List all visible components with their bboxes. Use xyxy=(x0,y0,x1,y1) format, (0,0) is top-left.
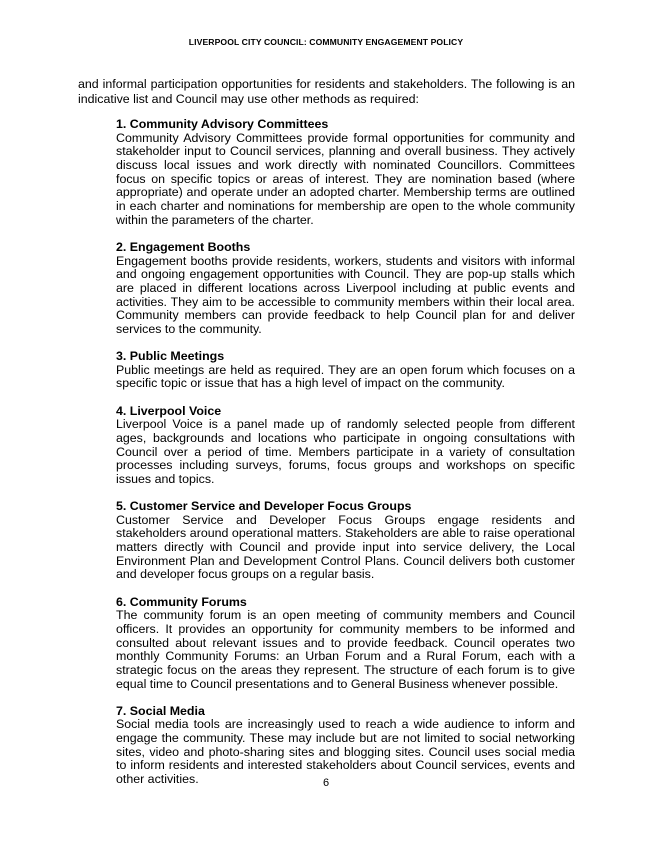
section-heading: 5. Customer Service and Developer Focus Groups xyxy=(116,499,412,513)
section-focus-groups xyxy=(116,499,575,582)
section-body: Public meetings are held as required. They are an open forum which focuses on a specific topic or issue that has a high level of impact on the community. xyxy=(116,362,575,391)
section-body: Engagement booths provide residents, workers, students and visitors with informal and ongoing engagement opportunities with Council. They are pop-up stalls which are placed in different locations across Liverpool including at public events and activities. They aim to be accessible to community members within their local area. Community members can provide feedback to help Council plan for and deliver services to the community. xyxy=(116,253,575,337)
intro-paragraph: and informal participation opportunities for residents and stakeholders. The following is an indicative list and Council may use other methods as required: xyxy=(78,77,575,106)
page-number: 6 xyxy=(322,777,330,789)
section-body: The community forum is an open meeting of community members and Council officers. It provides an opportunity for community members to be informed and consulted about relevant issues and to provide feedback. Council operates two monthly Community Forums: an Urban Forum and a Rural Forum, each with a strategic focus on the areas they represent. The structure of each forum is to give equal time to Council presentations and to General Business whenever possible. xyxy=(116,608,575,691)
section-body: Customer Service and Developer Focus Groups engage residents and stakeholders around operational matters. Stakeholders are able to raise operational matters directly with Council and provide input into service delivery, the Local Environment Plan and Development Control Plans. Council delivers both customer and developer focus groups on a regular basis. xyxy=(116,512,575,582)
section-heading: 1. Community Advisory Committees xyxy=(116,117,329,131)
section-community-forums xyxy=(116,595,575,692)
engagement-methods-list xyxy=(116,117,575,799)
section-public-meetings xyxy=(116,349,575,391)
section-body: Community Advisory Committees provide formal opportunities for community and stakeholder input to Council services, planning and overall business. They actively discuss local issues and work directly with nominated Councillors. Committees focus on specific topics or areas of interest. They are nomination based (where appropriate) and operate under an adopted charter. Membership terms are outlined in each charter and nominations for membership are open to the whole community within the parameters of the charter. xyxy=(116,130,575,227)
section-social-media xyxy=(116,704,575,787)
section-heading: 4. Liverpool Voice xyxy=(116,403,222,418)
section-heading: 6. Community Forums xyxy=(116,594,247,609)
section-community-advisory-committees xyxy=(116,117,575,228)
section-heading: 7. Social Media xyxy=(116,703,205,718)
section-heading: 3. Public Meetings xyxy=(116,349,225,364)
section-body: Liverpool Voice is a panel made up of randomly selected people from different ages, backgrounds and locations who participate in ongoing consultations with Council over a period of time. Members participate in a variety of consultation processes including surveys, forums, focus groups and workshops on specific issues and topics. xyxy=(116,417,575,486)
section-engagement-booths xyxy=(116,240,575,337)
page-header: LIVERPOOL CITY COUNCIL: COMMUNITY ENGAGEMENT POLICY xyxy=(188,37,464,47)
section-heading: 2. Engagement Booths xyxy=(116,239,251,254)
section-liverpool-voice xyxy=(116,404,575,487)
section-body: Social media tools are increasingly used to reach a wide audience to inform and engage the community. These may include but are not limited to social networking sites, video and photo-sharing sites and blogging sites. Council uses social media to inform residents and interested stakeholders about Council services, events and other activities. xyxy=(116,717,575,787)
